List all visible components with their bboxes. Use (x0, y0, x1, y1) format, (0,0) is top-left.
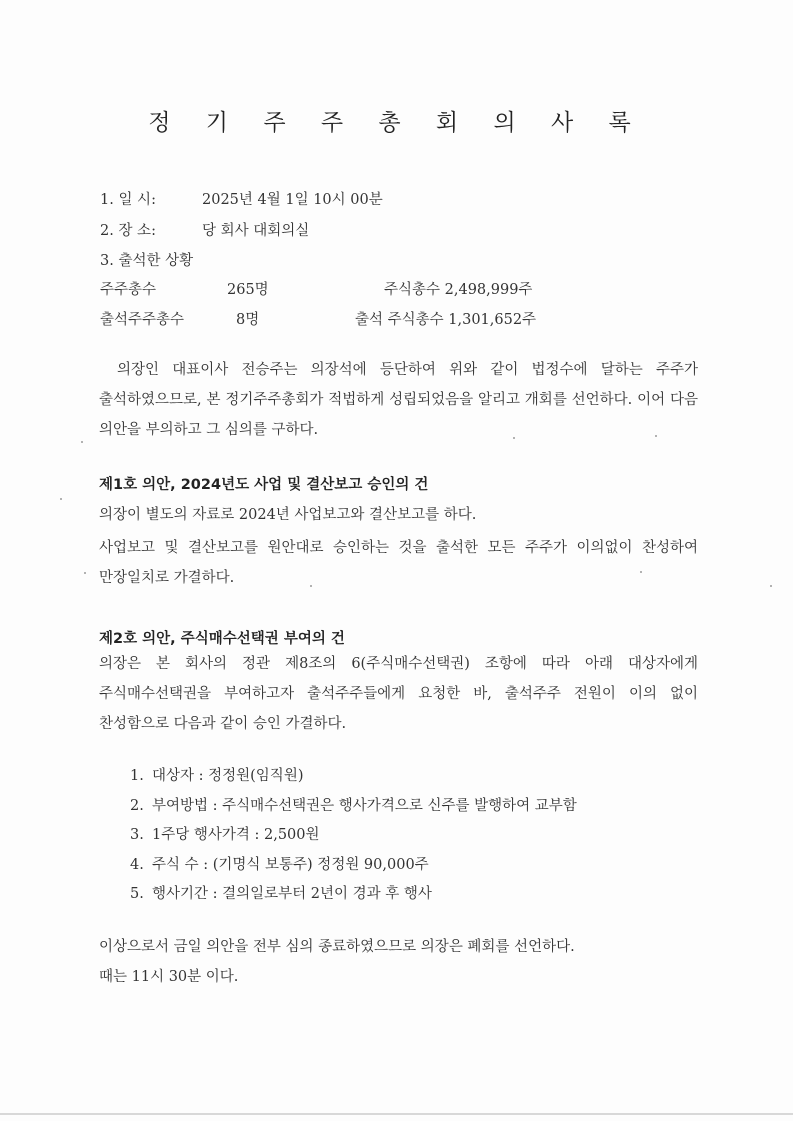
place-label: 2. 장 소: (100, 223, 156, 239)
meeting-place (100, 219, 309, 240)
agenda2-body: 의장은 본 회사의 정관 제8조의 6(주식매수선택권) 조항에 따라 아래 대상자에게 주식매수선택권을 부여하고자 출석주주들에게 요청한 바, 출석주주 전원이 이의 없이 찬성함으로 다음과 같이 승인 가결하다. (99, 656, 698, 732)
scan-speck (513, 437, 515, 439)
item-text: 1주당 행사가격 : 2,500원 (152, 827, 320, 843)
scan-speck (655, 435, 657, 437)
total-shareholders-value: 265명 (227, 282, 269, 298)
item-text: 주식 수 : (기명식 보통주) 정정원 90,000주 (152, 856, 429, 873)
attending-shareholders-value: 8명 (236, 312, 260, 328)
list-item (130, 851, 577, 881)
item-number: 2. (130, 797, 144, 814)
scan-speck (60, 498, 62, 500)
agenda2-item-list (130, 762, 577, 910)
item-number: 4. (130, 856, 144, 873)
attending-shareholders-label: 출석주주총수 (100, 312, 185, 328)
opening-paragraph: 의장인 대표이사 전승주는 의장석에 등단하여 위와 같이 법정수에 달하는 주주가 출석하였으므로, 본 정기주주총회가 적법하게 성립되었음을 알리고 개회를 선언하다. 이어 다음 의안을 부의하고 그 심의를 구하다. (99, 362, 698, 438)
list-item (130, 880, 577, 910)
closing-line1: 이상으로서 금일 의안을 전부 심의 종료하였으므로 의장은 폐회를 선언하다. (99, 939, 575, 955)
item-text: 부여방법 : 주식매수선택권은 행사가격으로 신주를 발행하여 교부함 (152, 797, 577, 814)
closing-line2: 때는 11시 30분 이다. (99, 969, 239, 985)
total-shares: 주식총수 2,498,999주 (384, 282, 533, 298)
scan-speck (770, 585, 772, 587)
attending-shares: 출석 주식총수 1,301,652주 (355, 312, 537, 328)
document-title: 정 기 주 주 총 회 의 사 록 (148, 110, 645, 136)
list-item (130, 792, 577, 822)
scan-speck (640, 571, 642, 573)
agenda2-heading: 제2호 의안, 주식매수선택권 부여의 건 (99, 631, 345, 647)
item-text: 대상자 : 정정원(임직원) (152, 768, 304, 784)
item-number: 5. (130, 886, 144, 902)
place-value: 당 회사 대회의실 (202, 223, 310, 239)
agenda1-line1: 의장이 별도의 자료로 2024년 사업보고와 결산보고를 하다. (99, 507, 477, 523)
item-text: 행사기간 : 결의일로부터 2년이 경과 후 행사 (152, 886, 432, 902)
datetime-label: 1. 일 시: (100, 192, 156, 208)
item-number: 1. (130, 768, 144, 784)
scan-speck (84, 572, 86, 574)
scan-speck (310, 585, 312, 587)
item-number: 3. (130, 827, 144, 843)
meeting-datetime (100, 188, 383, 209)
list-item (130, 762, 577, 792)
scan-speck (81, 441, 83, 443)
scan-bottom-edge (0, 1113, 793, 1115)
list-item (130, 821, 577, 851)
attendance-heading: 3. 출석한 상황 (100, 253, 194, 269)
total-shareholders-label: 주주총수 (100, 282, 157, 298)
agenda1-line2: 사업보고 및 결산보고를 원안대로 승인하는 것을 출석한 모든 주주가 이의없이 찬성하여 만장일치로 가결하다. (99, 540, 698, 586)
agenda1-heading: 제1호 의안, 2024년도 사업 및 결산보고 승인의 건 (99, 477, 429, 493)
datetime-value: 2025년 4월 1일 10시 00분 (202, 192, 383, 208)
